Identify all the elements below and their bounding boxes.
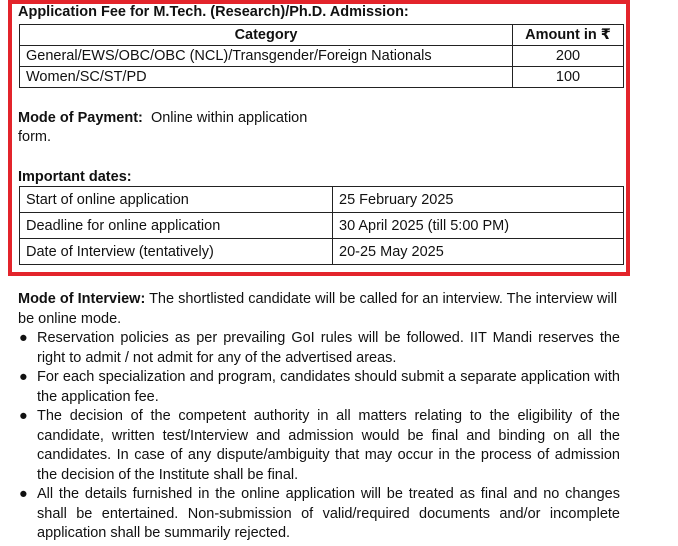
fee-amount: 100 [513,67,624,88]
list-item [18,407,620,485]
list-item [18,368,620,407]
dates-table [19,186,624,265]
category-header: Category [20,25,513,46]
interview-label: Mode of Interview: [18,291,146,307]
dates-title: Important dates: [18,169,132,185]
date-value: 20-25 May 2025 [333,239,624,265]
fee-category: General/EWS/OBC/OBC (NCL)/Transgender/Foreign Nationals [20,46,513,67]
payment-text: Online within application form. [18,110,308,145]
table-row [20,187,624,213]
fee-table [19,24,624,88]
bullet-icon: ● [19,369,28,385]
date-value: 25 February 2025 [333,187,624,213]
table-row [20,46,624,67]
date-label: Deadline for online application [20,213,333,239]
bullet-text: For each specialization and program, candidates should submit a separate application with the application fee. [37,369,620,405]
bullet-icon: ● [19,408,28,424]
fee-title: Application Fee for M.Tech. (Research)/Ph.D. Admission: [18,4,409,20]
fee-category: Women/SC/ST/PD [20,67,513,88]
fee-table-header [20,25,624,46]
table-row [20,239,624,265]
bullet-list [18,329,620,544]
bullet-text: The decision of the competent authority in all matters relating to the eligibility of the candidate, written test/Interview and admission would be final and binding on all the candidates. In case of any dispute/ambiguity that may occur in the process of admission the decision of the Institute shall be final. [37,408,620,483]
payment-section [18,109,323,147]
bullet-icon: ● [19,486,28,502]
interview-text: The shortlisted candidate will be called for an interview. The interview will be online mode. [18,291,618,327]
date-value: 30 April 2025 (till 5:00 PM) [333,213,624,239]
bullet-text: All the details furnished in the online application will be treated as final and no changes shall be entertained. Non-submission of valid/required documents and/or incomplete application shall be summarily rejected. [37,486,620,541]
bullet-text: Reservation policies as per prevailing GoI rules will be followed. IIT Mandi reserves the right to admit / not admit for any of the advertised areas. [37,330,620,366]
date-label: Start of online application [20,187,333,213]
payment-label: Mode of Payment: [18,110,143,126]
list-item [18,329,620,368]
fee-amount: 200 [513,46,624,67]
table-row [20,213,624,239]
table-row [20,67,624,88]
body-text [18,290,620,544]
amount-header: Amount in ₹ [513,25,624,46]
interview-paragraph [18,290,620,329]
list-item [18,485,620,544]
bullet-icon: ● [19,330,28,346]
date-label: Date of Interview (tentatively) [20,239,333,265]
